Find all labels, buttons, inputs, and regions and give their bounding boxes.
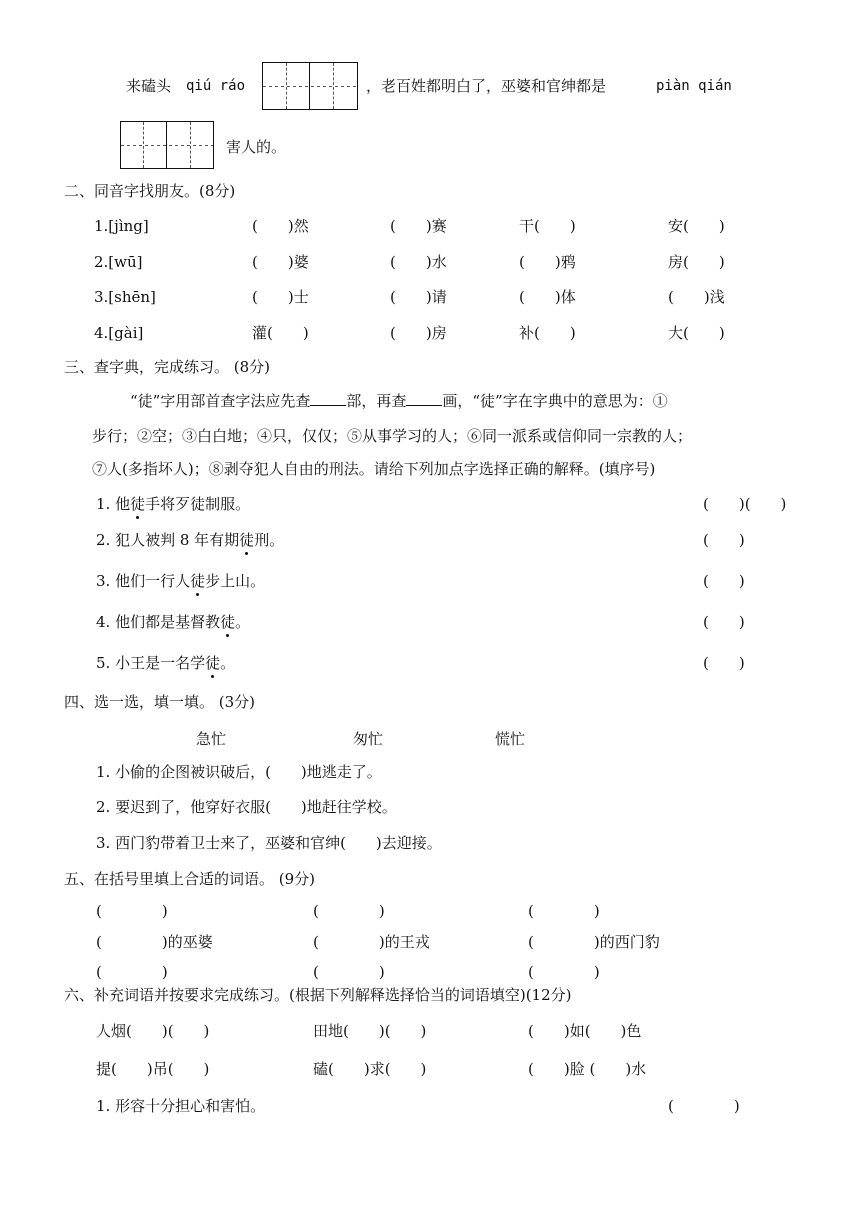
s2-cell[interactable]: ( )水 [390, 253, 447, 271]
s2-cell[interactable]: 房( ) [668, 253, 725, 271]
s6-answer-1[interactable]: ( ) [668, 1097, 740, 1115]
s5-cell[interactable]: ( ) [96, 963, 168, 981]
s2-cell[interactable]: 大( ) [668, 324, 725, 342]
text-line1-mid: ，老百姓都明白了，巫婆和官绅都是 [366, 77, 607, 95]
s3-answer-5[interactable]: ( ) [703, 654, 745, 672]
s5-cell[interactable]: ( ) [313, 963, 385, 981]
s3-item-4 [96, 612, 250, 632]
dotted-char: 徒 [205, 654, 221, 672]
s3-item-text: 步上山。 [205, 572, 266, 590]
s3-item-text: 4. 他们都是基督教 [96, 613, 221, 631]
s2-cell[interactable]: ( )婆 [252, 253, 309, 271]
s6-idiom[interactable]: ( )脸 ( )水 [528, 1060, 647, 1078]
s3-item-3 [96, 571, 265, 591]
s2-label: 3.[shēn] [94, 288, 156, 306]
s2-cell[interactable]: ( )鸦 [519, 253, 576, 271]
s2-label: 4.[gài] [94, 324, 144, 342]
s6-idiom[interactable]: ( )如( )色 [528, 1022, 642, 1040]
text-line2: 害人的。 [226, 138, 287, 156]
s5-cell[interactable]: ( ) [313, 902, 385, 920]
dotted-char: 徒 [220, 613, 236, 631]
word-option-3: 慌忙 [495, 730, 526, 748]
dotted-char: 徒 [239, 531, 255, 549]
s2-cell[interactable]: 灌( ) [252, 324, 309, 342]
s2-cell[interactable]: ( )赛 [390, 217, 447, 235]
s6-idiom[interactable]: 提( )吊( ) [96, 1060, 210, 1078]
word-option-1: 急忙 [196, 730, 227, 748]
pinyin-qiurao: qiú ráo [186, 78, 246, 94]
s3-paragraph-line3: ⑦人(多指坏人)；⑧剥夺犯人自由的刑法。请给下列加点字选择正确的解释。(填序号) [92, 460, 656, 478]
s3-paragraph-line1 [130, 391, 668, 411]
s5-cell[interactable]: ( )的西门豹 [528, 933, 660, 951]
s3-item-text: 。 [220, 654, 236, 672]
s3-item-text: 5. 小王是一名学 [96, 654, 206, 672]
s4-item-2[interactable]: 2. 要迟到了，他穿好衣服( )地赶往学校。 [96, 798, 397, 816]
s3-answer-1[interactable]: ( )( ) [703, 495, 787, 513]
s2-cell[interactable]: ( )房 [390, 324, 447, 342]
text-line1-start: 来磕头 [126, 77, 172, 95]
s2-cell[interactable]: ( )浅 [668, 288, 725, 306]
s2-cell[interactable]: ( )然 [252, 217, 309, 235]
s6-idiom[interactable]: 田地( )( ) [313, 1022, 427, 1040]
char-grid-pianqian[interactable] [120, 121, 214, 169]
s3-answer-3[interactable]: ( ) [703, 572, 745, 590]
s2-cell[interactable]: 补( ) [519, 324, 576, 342]
s2-cell[interactable]: 安( ) [668, 217, 725, 235]
s3-item-text: 。 [235, 613, 251, 631]
section-3-title: 三、查字典，完成练习。 (8分) [64, 358, 271, 376]
dotted-char: 徒 [190, 572, 206, 590]
s3-item-text: 手将歹徒制服。 [145, 495, 251, 513]
s5-cell[interactable]: ( ) [528, 963, 600, 981]
s3-paragraph-line2: 步行；②空；③白白地；④只，仅仅；⑤从事学习的人；⑥同一派系或信仰同一宗教的人； [92, 427, 693, 445]
s5-cell[interactable]: ( ) [528, 902, 600, 920]
s6-idiom[interactable]: 人烟( )( ) [96, 1022, 210, 1040]
s3-answer-4[interactable]: ( ) [703, 613, 745, 631]
s3-item-text: 1. 他 [96, 495, 131, 513]
blank-strokes[interactable] [406, 391, 442, 406]
s2-label: 2.[wū] [94, 253, 143, 271]
s3-item-2 [96, 530, 284, 550]
s5-cell[interactable]: ( ) [96, 902, 168, 920]
s5-cell[interactable]: ( )的王戎 [313, 933, 430, 951]
section-6-title: 六、补充词语并按要求完成练习。(根据下列解释选择恰当的词语填空)(12分) [64, 986, 572, 1004]
s2-label: 1.[jìng] [94, 217, 149, 235]
pinyin-pianqian: piàn qián [656, 78, 732, 94]
word-option-2: 匆忙 [353, 730, 384, 748]
s6-question-1: 1. 形容十分担心和害怕。 [96, 1097, 266, 1115]
s3-item-text: 2. 犯人被判 8 年有期 [96, 531, 240, 549]
section-2-title: 二、同音字找朋友。(8分) [64, 182, 236, 200]
blank-radical[interactable] [310, 391, 346, 406]
dotted-char: 徒 [130, 495, 146, 513]
s3-item-5 [96, 653, 235, 673]
s3-item-1 [96, 494, 250, 514]
s4-item-1[interactable]: 1. 小偷的企图被识破后，( )地逃走了。 [96, 763, 382, 781]
s2-cell[interactable]: 干( ) [519, 217, 576, 235]
s3-item-text: 刑。 [254, 531, 285, 549]
s3-item-text: 3. 他们一行人 [96, 572, 191, 590]
s3-p1-part-b: 部，再查 [346, 392, 407, 410]
s5-cell[interactable]: ( )的巫婆 [96, 933, 213, 951]
s6-idiom[interactable]: 磕( )求( ) [313, 1060, 427, 1078]
char-grid-qiurao[interactable] [262, 62, 358, 110]
s2-cell[interactable]: ( )请 [390, 288, 447, 306]
s4-item-3[interactable]: 3. 西门豹带着卫士来了，巫婆和官绅( )去迎接。 [96, 834, 442, 852]
section-5-title: 五、在括号里填上合适的词语。 (9分) [64, 870, 316, 888]
section-4-title: 四、选一选，填一填。 (3分) [64, 693, 256, 711]
s3-p1-part-a: “徒”字用部首查字法应先查 [130, 392, 311, 410]
s3-answer-2[interactable]: ( ) [703, 531, 745, 549]
s3-p1-part-c: 画，“徒”字在字典中的意思为：① [442, 392, 668, 410]
s2-cell[interactable]: ( )体 [519, 288, 576, 306]
s2-cell[interactable]: ( )士 [252, 288, 309, 306]
